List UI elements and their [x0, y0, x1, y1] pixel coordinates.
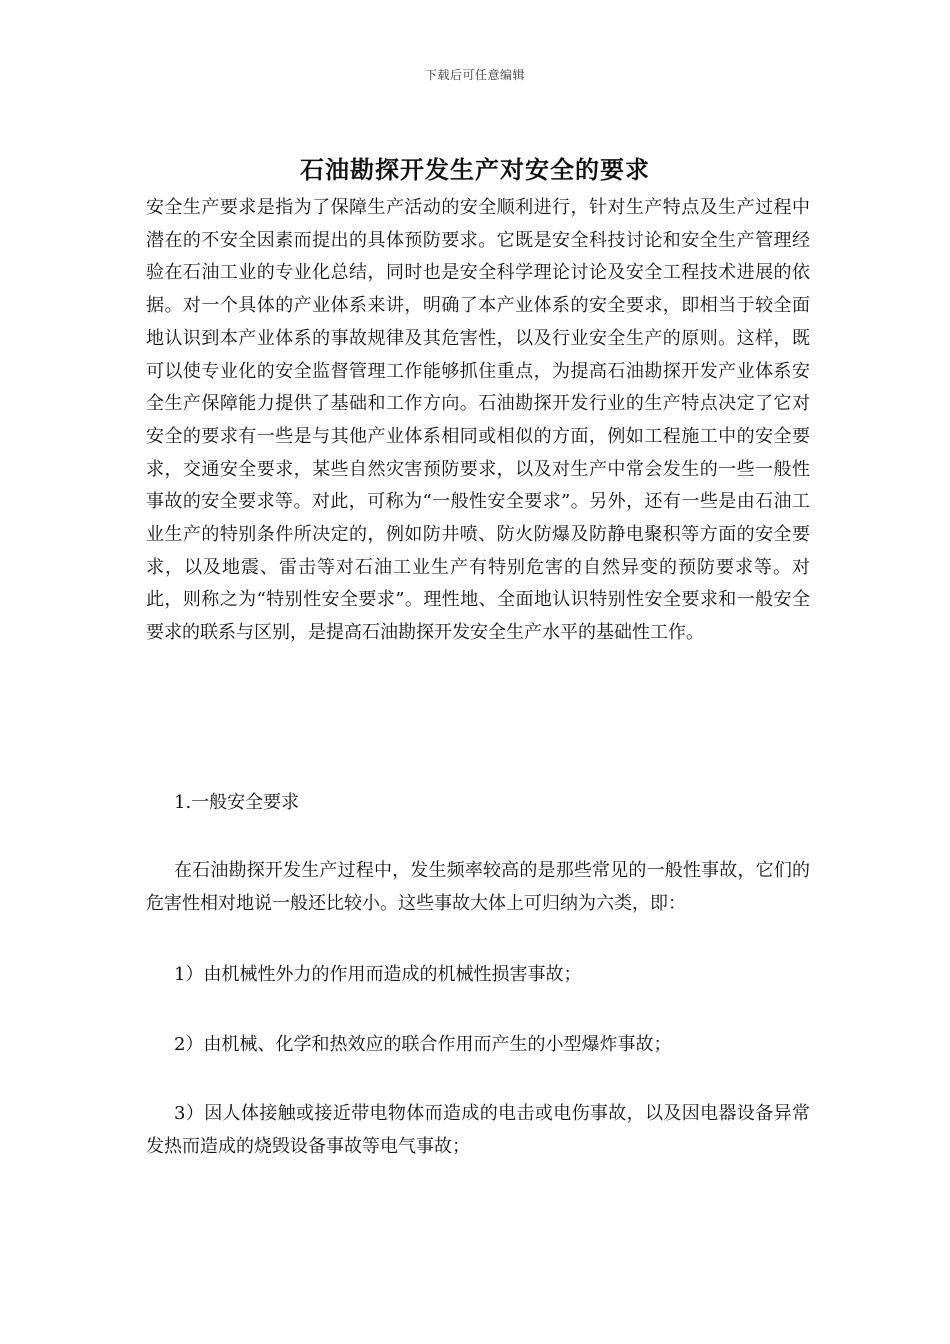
section-paragraph: 在石油勘探开发生产过程中，发生频率较高的是那些常见的一般性事故，它们的危害性相对地说一般还比较小。这些事故大体上可归纳为六类，即： — [146, 860, 810, 914]
list-item: 3）因人体接触或接近带电物体而造成的电击或电伤事故，以及因电器设备异常发热而造成的烧毁设备事故等电气事故； — [146, 1103, 810, 1157]
list-item: 1）由机械性外力的作用而造成的机械性损害事故； — [174, 964, 582, 985]
header-note: 下载后可任意编辑 — [424, 68, 525, 82]
section-heading: 1.一般安全要求 — [174, 792, 300, 813]
document-title: 石油勘探开发生产对安全的要求 — [300, 155, 650, 184]
intro-paragraph: 安全生产要求是指为了保障生产活动的安全顺利进行，针对生产特点及生产过程中潜在的不安全因素而提出的具体预防要求。它既是安全科技讨论和安全生产管理经验在石油工业的专业化总结，同时也是安全科学理论讨论及安全工程技术进展的依据。对一个具体的产业体系来讲，明确了本产业体系的安全要求，即相当于较全面地认识到本产业体系的事故规律及其危害性，以及行业安全生产的原则。这样，既可以使专业化的安全监督管理工作能够抓住重点，为提高石油勘探开发产业体系安全生产保障能力提供了基础和工作方向。石油勘探开发行业的生产特点决定了它对安全的要求有一些是与其他产业体系相同或相似的方面，例如工程施工中的安全要求，交通安全要求，某些自然灾害预防要求，以及对生产中常会发生的一些一般性事故的安全要求等。对此，可称为“一般性安全要求”。另外，还有一些是由石油工业生产的特别条件所决定的，例如防井喷、防火防爆及防静电聚积等方面的安全要求，以及地震、雷击等对石油工业生产有特别危害的自然异变的预防要求等。对此，则称之为“特别性安全要求”。理性地、全面地认识特别性安全要求和一般安全要求的联系与区别，是提高石油勘探开发安全生产水平的基础性工作。 — [146, 197, 810, 644]
list-item: 2）由机械、化学和热效应的联合作用而产生的小型爆炸事故； — [174, 1034, 672, 1055]
